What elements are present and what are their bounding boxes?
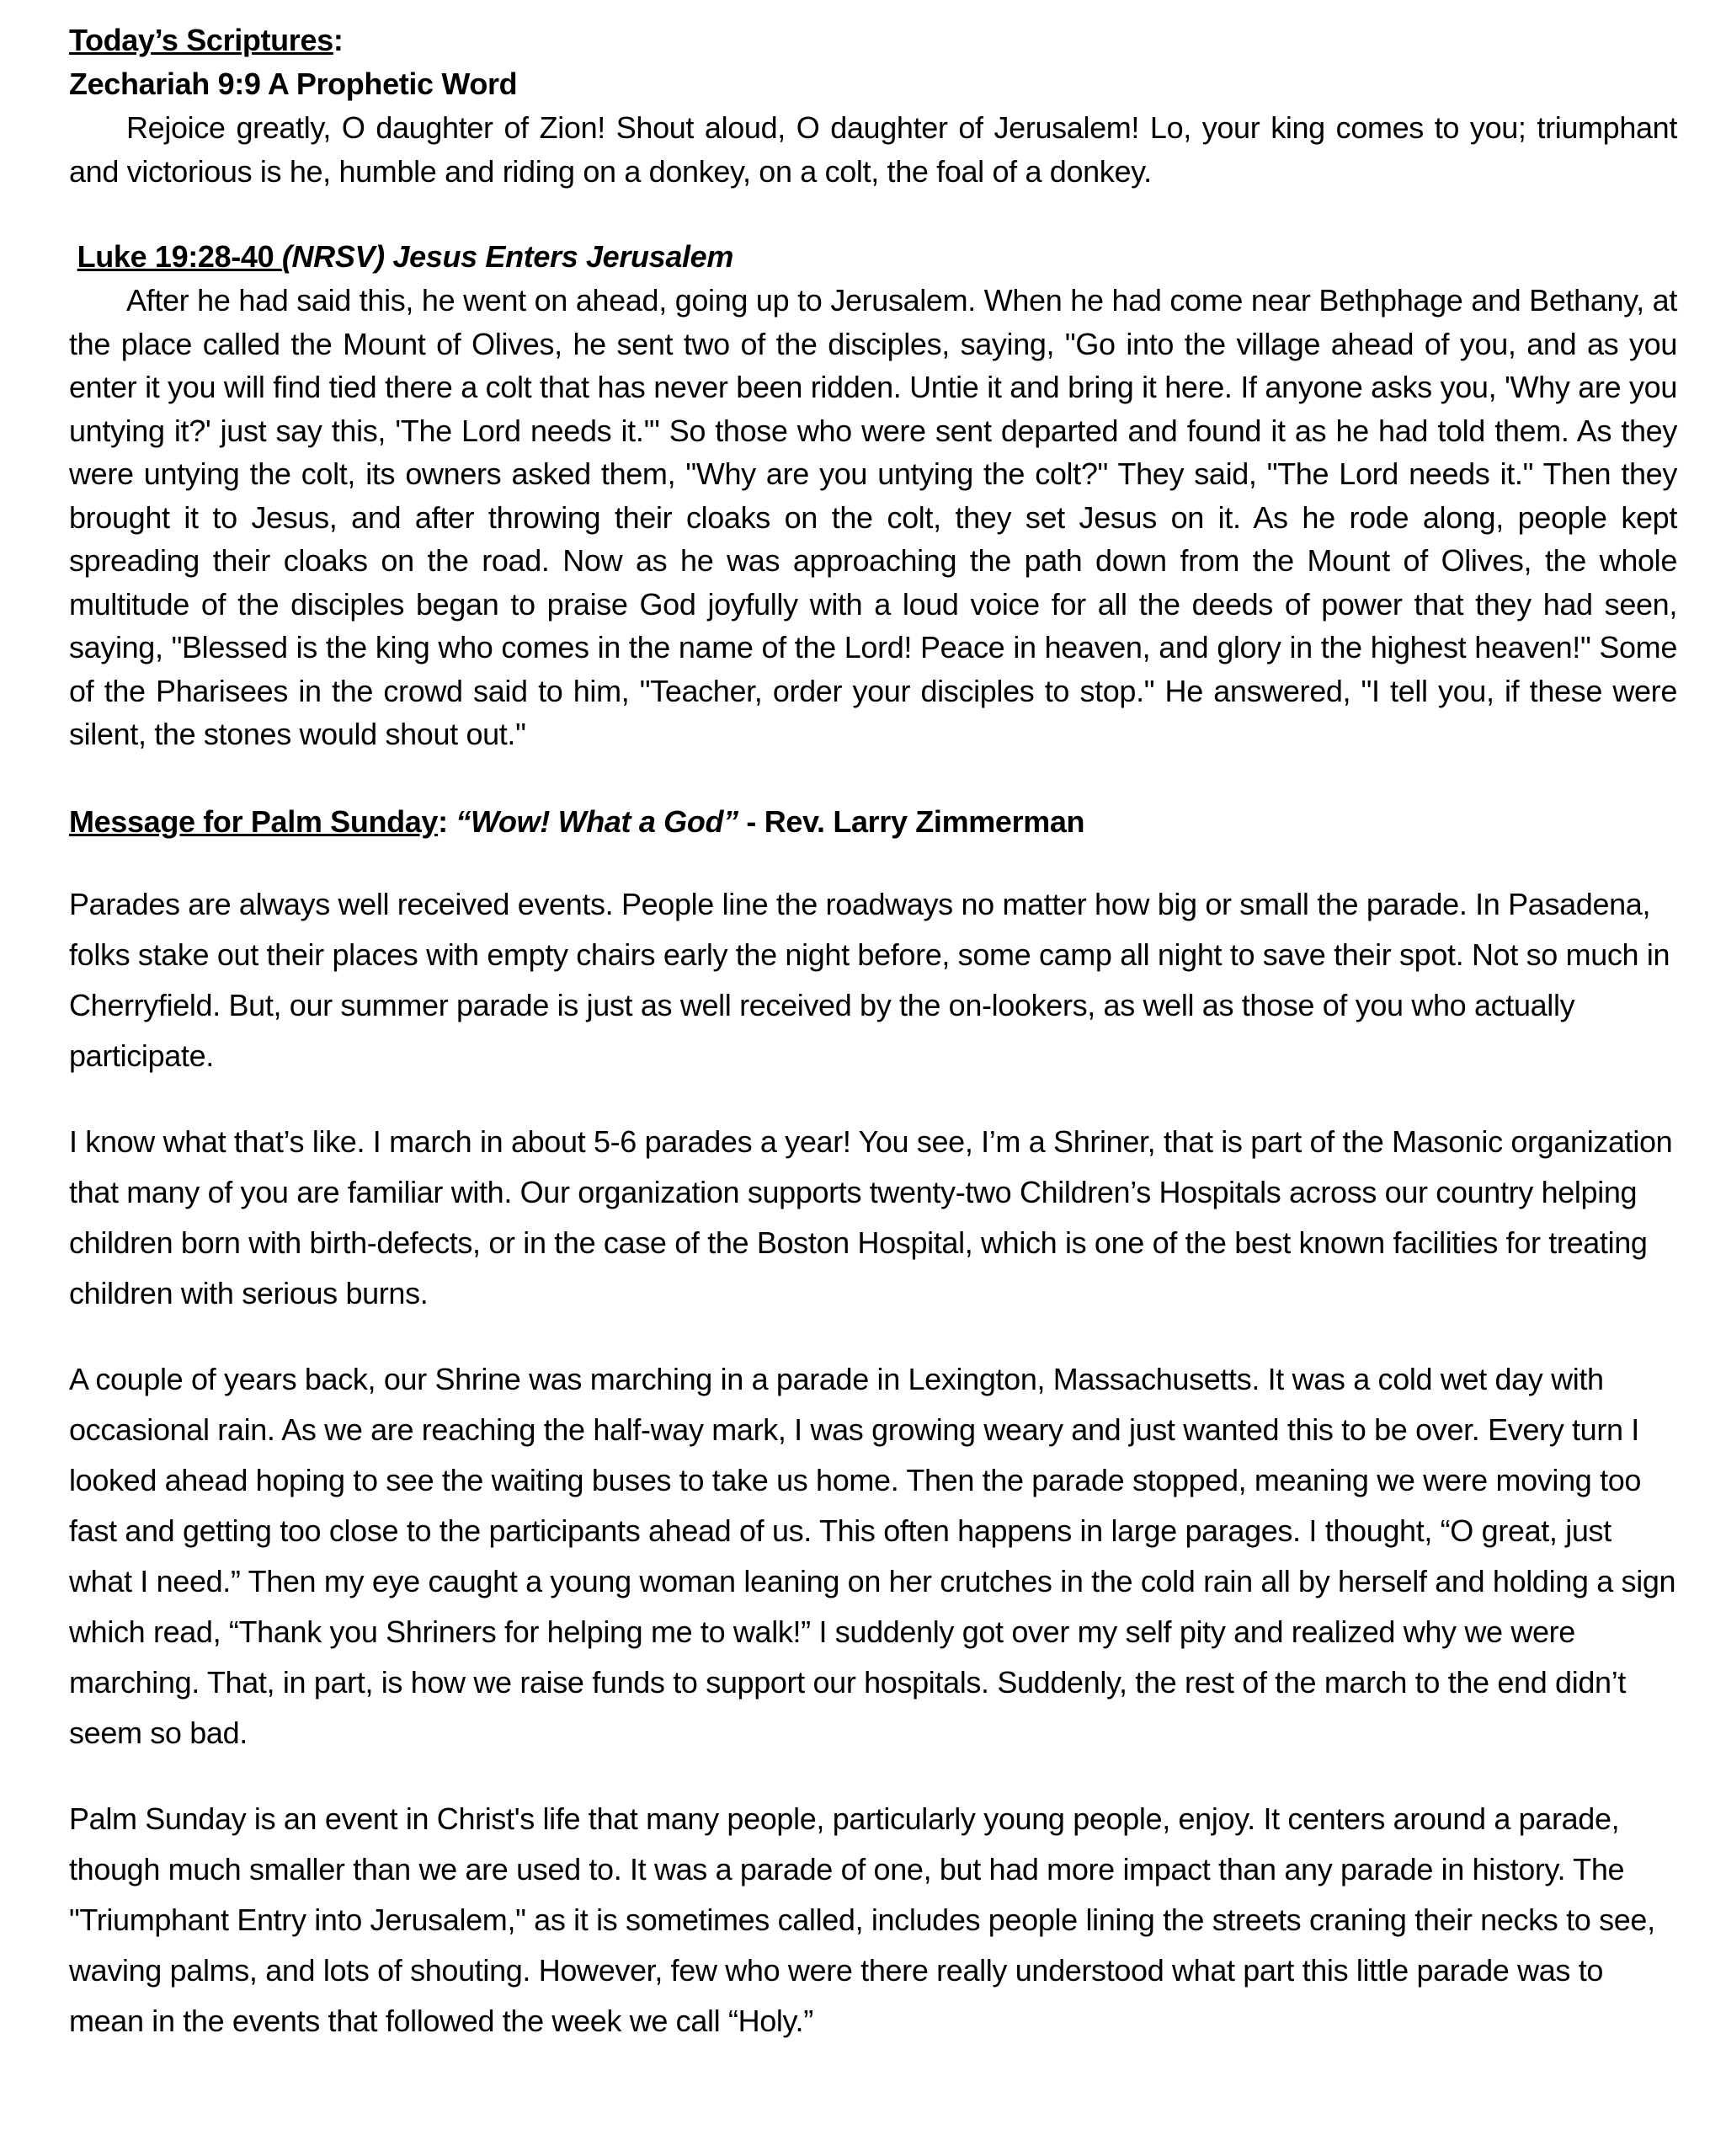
spacer bbox=[69, 1081, 1677, 1117]
message-label: Message for Palm Sunday bbox=[69, 803, 439, 839]
luke-reference: Luke 19:28-40 bbox=[77, 239, 282, 274]
sermon-paragraph: A couple of years back, our Shrine was marching in a parade in Lexington, Massachusetts. It was a cold wet day with occasional rain. As we are reaching the half-way mark, I was growing weary and just wanted this to be over. Every turn I looked ahead hoping to see the waiting buses to take us home. Then the parade stopped, meaning we were moving too fast and getting too close to the participants ahead of us. This often happens in large parages. I thought, “O great, just what I need.” Then my eye caught a young woman leaning on her crutches in the cold rain all by herself and holding a sign which read, “Thank you Shriners for helping me to walk!” I suddenly got over my self pity and realized why we were marching. That, in part, is how we raise funds to support our hospitals. Suddenly, the rest of the march to the end didn’t seem so bad. bbox=[69, 1361, 1676, 1750]
spacer bbox=[69, 756, 1677, 800]
scriptures-heading bbox=[69, 19, 1677, 62]
message-author: - Rev. Larry Zimmerman bbox=[738, 803, 1085, 839]
zechariah-title: Zechariah 9:9 A Prophetic Word bbox=[69, 67, 518, 101]
spacer bbox=[69, 1758, 1677, 1794]
document-page bbox=[69, 19, 1677, 2047]
luke-text: After he had said this, he went on ahead, going up to Jerusalem. When he had come near Bethphage and Bethany, at the place called the Mount of Olives, he sent two of the disciples, saying, "Go into the village ahead of you, and as you enter it you will find tied there a colt that has never been ridden. Untie it and bring it here. If anyone asks you, 'Why are you untying it?' just say this, 'The Lord needs it.'" So those who were sent departed and found it as he had told them. As they were untying the colt, its owners asked them, "Why are you untying the colt?" They said, "The Lord needs it." Then they brought it to Jesus, and after throwing their cloaks on the colt, they set Jesus on it. As he rode along, people kept spreading their cloaks on the road. Now as he was approaching the path down from the Mount of Olives, the whole multitude of the disciples began to praise God joyfully with a loud voice for all the deeds of power that they had seen, saying, "Blessed is the king who comes in the name of the Lord! Peace in heaven, and glory in the highest heaven!" Some of the Pharisees in the crowd said to him, "Teacher, order your disciples to stop." He answered, "I tell you, if these were silent, the stones would shout out." bbox=[69, 283, 1677, 751]
zechariah-text: Rejoice greatly, O daughter of Zion! Shout aloud, O daughter of Jerusalem! Lo, your king comes to you; triumphant and victorious is he, humble and riding on a donkey, on a colt, the foal of a donkey. bbox=[69, 110, 1677, 189]
scriptures-heading-colon: : bbox=[333, 23, 344, 57]
sermon-paragraph: Palm Sunday is an event in Christ's life that many people, particularly young people, enjoy. It centers around a parade, though much smaller than we are used to. It was a parade of one, but had more impact than any parade in history. The "Triumphant Entry into Jerusalem," as it is sometimes called, includes people lining the streets craning their necks to see, waving palms, and lots of shouting. However, few who were there really understood what part this little parade was to mean in the events that followed the week we call “Holy.” bbox=[69, 1801, 1655, 2038]
message-colon: : bbox=[438, 803, 456, 839]
message-heading bbox=[69, 800, 1677, 844]
sermon-paragraph: I know what that’s like. I march in about 5-6 parades a year! You see, I’m a Shriner, that is part of the Masonic organization that many of you are familiar with. Our organization supports twenty-two Children’s Hospitals across our country helping children born with birth-defects, or in the case of the Boston Hospital, which is one of the best known facilities for treating children with serious burns. bbox=[69, 1123, 1673, 1310]
scriptures-heading-text: Today’s Scriptures bbox=[69, 23, 333, 57]
spacer bbox=[69, 844, 1677, 879]
spacer bbox=[69, 193, 1677, 235]
message-title: “Wow! What a God” bbox=[455, 803, 738, 839]
sermon-paragraph: Parades are always well received events. People line the roadways no matter how big or small the parade. In Pasadena, folks stake out their places with empty chairs early the night before, some camp all night to save their spot. Not so much in Cherryfield. But, our summer parade is just as well received by the on-lookers, as well as those of you who actually participate. bbox=[69, 886, 1670, 1073]
luke-title-rest: (NRSV) Jesus Enters Jerusalem bbox=[281, 239, 733, 274]
luke-title bbox=[69, 235, 1677, 279]
spacer bbox=[69, 1319, 1677, 1354]
